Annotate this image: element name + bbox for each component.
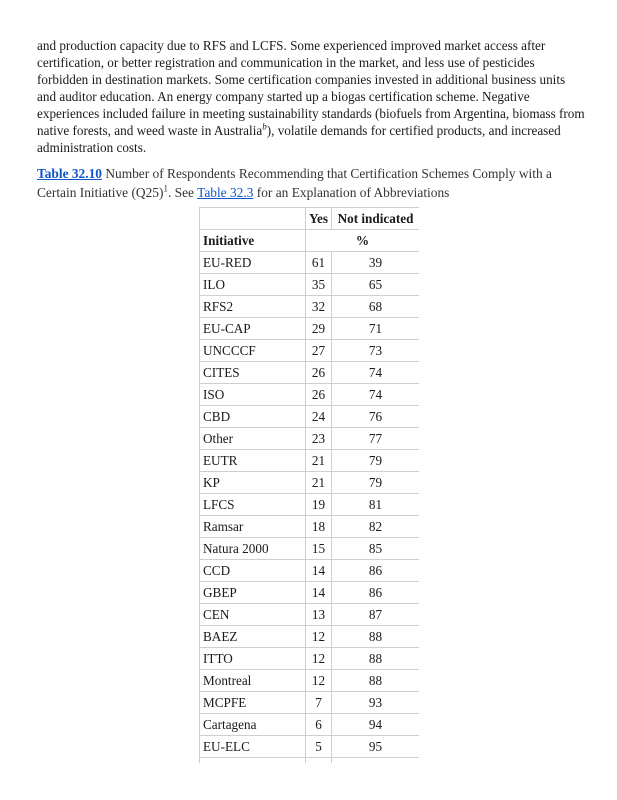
not-indicated-cell: 93 [332,692,420,714]
initiative-cell: ILO [200,274,306,296]
caption-end-text: for an Explanation of Abbreviations [253,185,450,200]
yes-cell: 26 [306,362,332,384]
yes-cell: 12 [306,648,332,670]
not-indicated-cell: 65 [332,274,420,296]
initiative-cell: BAEZ [200,626,306,648]
table-row [200,494,420,516]
header-not-indicated: Not indicated [332,208,420,230]
not-indicated-cell: 74 [332,384,420,406]
body-paragraph [37,37,585,156]
table-row [200,692,420,714]
not-indicated-cell: 95 [332,736,420,758]
header-initiative: Initiative [200,230,306,252]
initiative-cell: CBD [200,406,306,428]
yes-cell: 27 [306,340,332,362]
footnote-marker: b [262,121,267,132]
initiative-cell: ITTO [200,648,306,670]
yes-cell: 14 [306,582,332,604]
initiative-cell: EU-RED [200,252,306,274]
table-row-cutoff [200,758,420,764]
data-table-container [199,207,419,763]
yes-cell: 21 [306,472,332,494]
initiative-cell: GBEP [200,582,306,604]
empty-cell [200,758,306,764]
yes-cell: 19 [306,494,332,516]
initiative-cell: EU-ELC [200,736,306,758]
yes-cell: 29 [306,318,332,340]
not-indicated-cell: 88 [332,670,420,692]
initiative-cell: KP [200,472,306,494]
table-row [200,604,420,626]
initiative-cell: CCD [200,560,306,582]
not-indicated-cell: 79 [332,450,420,472]
yes-cell: 26 [306,384,332,406]
not-indicated-cell: 68 [332,296,420,318]
not-indicated-cell: 71 [332,318,420,340]
table-row [200,406,420,428]
yes-cell: 23 [306,428,332,450]
initiative-cell: ISO [200,384,306,406]
paragraph-text-part1: and production capacity due to RFS and LCFS. Some experienced improved market access after certification, or better registration and communication in the market, and less use of pesticides forbidden in destination markets. Some certification companies invested in additional business units and auditor education. An energy company started up a biogas certification scheme. Negative experiences included failure in meeting sustainability standards (biofuels from Argentina, biomass from native forests, and weed waste in Australia [37,38,585,138]
table-row [200,648,420,670]
yes-cell: 6 [306,714,332,736]
initiative-cell: EUTR [200,450,306,472]
paragraph-text-part2: ), volatile demands for certified products, and increased administration costs. [37,123,561,155]
yes-cell: 61 [306,252,332,274]
table-row [200,252,420,274]
not-indicated-cell: 86 [332,560,420,582]
header-unit: % [306,230,420,252]
not-indicated-cell: 85 [332,538,420,560]
initiative-cell: CEN [200,604,306,626]
yes-cell: 12 [306,626,332,648]
initiative-cell: LFCS [200,494,306,516]
table-row [200,384,420,406]
header-empty-cell [200,208,306,230]
table-row [200,670,420,692]
table-row [200,714,420,736]
initiative-cell: RFS2 [200,296,306,318]
table-row [200,428,420,450]
not-indicated-cell: 94 [332,714,420,736]
reference-table-link[interactable]: Table 32.3 [197,185,254,200]
yes-cell: 35 [306,274,332,296]
not-indicated-cell: 86 [332,582,420,604]
initiative-cell: Cartagena [200,714,306,736]
table-row [200,626,420,648]
not-indicated-cell: 81 [332,494,420,516]
table-row [200,318,420,340]
yes-cell: 5 [306,736,332,758]
initiative-cell: UNCCCF [200,340,306,362]
not-indicated-cell: 87 [332,604,420,626]
table-caption [37,164,592,202]
table-row [200,340,420,362]
yes-cell: 24 [306,406,332,428]
yes-cell: 14 [306,560,332,582]
table-row [200,472,420,494]
not-indicated-cell: 39 [332,252,420,274]
initiative-cell: Other [200,428,306,450]
table-row [200,560,420,582]
empty-cell [306,758,332,764]
table-row [200,582,420,604]
yes-cell: 7 [306,692,332,714]
not-indicated-cell: 88 [332,626,420,648]
table-row [200,296,420,318]
data-table [199,207,419,763]
not-indicated-cell: 82 [332,516,420,538]
yes-cell: 13 [306,604,332,626]
yes-cell: 15 [306,538,332,560]
not-indicated-cell: 74 [332,362,420,384]
yes-cell: 32 [306,296,332,318]
caption-see-text: . See [167,185,198,200]
table-header-row [200,208,420,230]
table-row [200,362,420,384]
table-row [200,450,420,472]
initiative-cell: Ramsar [200,516,306,538]
initiative-cell: EU-CAP [200,318,306,340]
table-number-link[interactable]: Table 32.10 [37,166,102,181]
not-indicated-cell: 73 [332,340,420,362]
table-body [200,252,420,764]
header-yes: Yes [306,208,332,230]
yes-cell: 12 [306,670,332,692]
not-indicated-cell: 76 [332,406,420,428]
empty-cell [332,758,420,764]
caption-text: Number of Respondents Recommending that Certification Schemes Comply with a Certain Initiative (Q25) [37,166,552,200]
initiative-cell: CITES [200,362,306,384]
caption-footnote-marker: 1 [163,183,168,194]
yes-cell: 21 [306,450,332,472]
table-row [200,274,420,296]
initiative-cell: Montreal [200,670,306,692]
table-row [200,516,420,538]
initiative-cell: MCPFE [200,692,306,714]
initiative-cell: Natura 2000 [200,538,306,560]
not-indicated-cell: 79 [332,472,420,494]
table-subheader-row [200,230,420,252]
yes-cell: 18 [306,516,332,538]
not-indicated-cell: 77 [332,428,420,450]
table-row [200,736,420,758]
table-row [200,538,420,560]
not-indicated-cell: 88 [332,648,420,670]
